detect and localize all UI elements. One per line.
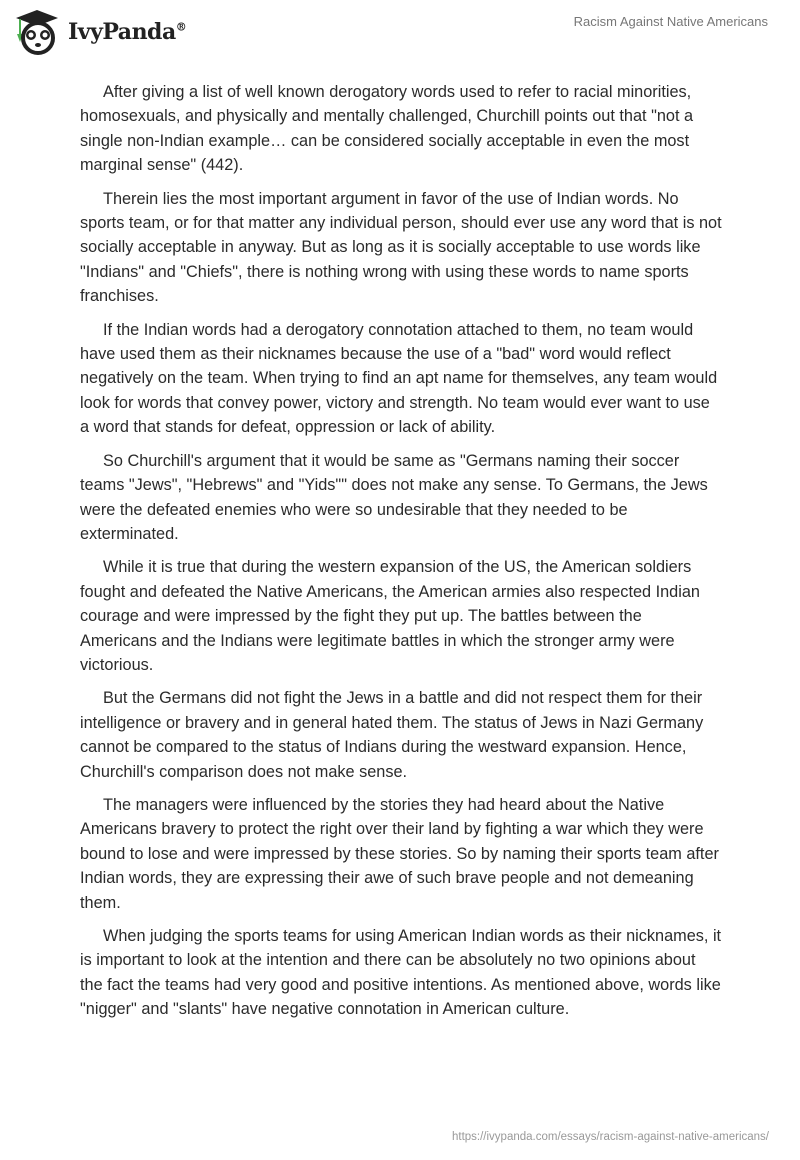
paragraph: While it is true that during the western expansion of the US, the American soldiers fought and defeated the Native Americans, the American armies also respected Indian courage and were impressed by the fight they put up. The battles between the Americans and the Indians were legitimate battles in which the stronger army were victorious.	[80, 558, 700, 674]
paragraph: After giving a list of well known derogatory words used to refer to racial minorities, homosexuals, and physically and mentally challenged, Churchill points out that "not a single non-Indian example… can be considered socially acceptable in even the most marginal sense" (442).	[80, 83, 694, 175]
ivypanda-logo[interactable]	[12, 8, 186, 56]
brand-text: IvyPanda	[68, 19, 176, 45]
panda-graduate-icon	[12, 8, 62, 56]
paragraph: If the Indian words had a derogatory connotation attached to them, no team would have used them as their nicknames because the use of a "bad" word would reflect negatively on the team. When trying to find an apt name for themselves, any team would look for words that convey power, victory and strength. No team would ever want to use a word that stands for defeat, oppression or lack of ability.	[80, 320, 718, 437]
footer-url[interactable]: https://ivypanda.com/essays/racism-against-native-americans/	[451, 1131, 769, 1143]
paragraph: So Churchill's argument that it would be same as "Germans naming their soccer teams "Jews", "Hebrews" and "Yids"" does not make any sense. To Germans, the Jews were the defeated enemies who were so undesirable that they needed to be exterminated.	[80, 451, 708, 543]
document-title: Racism Against Native Americans	[573, 14, 768, 29]
paragraph: The managers were influenced by the stories they had heard about the Native Americans bravery to protect the right over their land by fighting a war which they were bound to lose and were impressed by these stories. So by naming their sports team after Indian words, they are expressing their awe of such brave people and not demeaning them.	[80, 795, 719, 912]
paragraph: But the Germans did not fight the Jews in a battle and did not respect them for their intelligence or bravery and in general hated them. The status of Jews in Nazi Germany cannot be compared to the status of Indians during the westward expansion. Hence, Churchill's comparison does not make sense.	[80, 689, 704, 781]
registered-mark: ®	[175, 20, 187, 34]
paragraph: Therein lies the most important argument in favor of the use of Indian words. No sports team, or for that matter any individual person, should ever use any word that is not socially acceptable in anyway. But as long as it is socially acceptable to use words like "Indians" and "Chiefs", there is nothing wrong with using these words to name sports franchises.	[80, 189, 722, 306]
paragraph: When judging the sports teams for using American Indian words as their nicknames, it is important to look at the intention and there can be absolutely no two opinions about the fact the teams had very good and positive intentions. As mentioned above, words like "nigger" and "slants" have negative connotation in American culture.	[80, 927, 722, 1019]
page-header	[0, 0, 800, 70]
brand-name	[68, 19, 186, 45]
essay-body	[80, 80, 722, 1031]
